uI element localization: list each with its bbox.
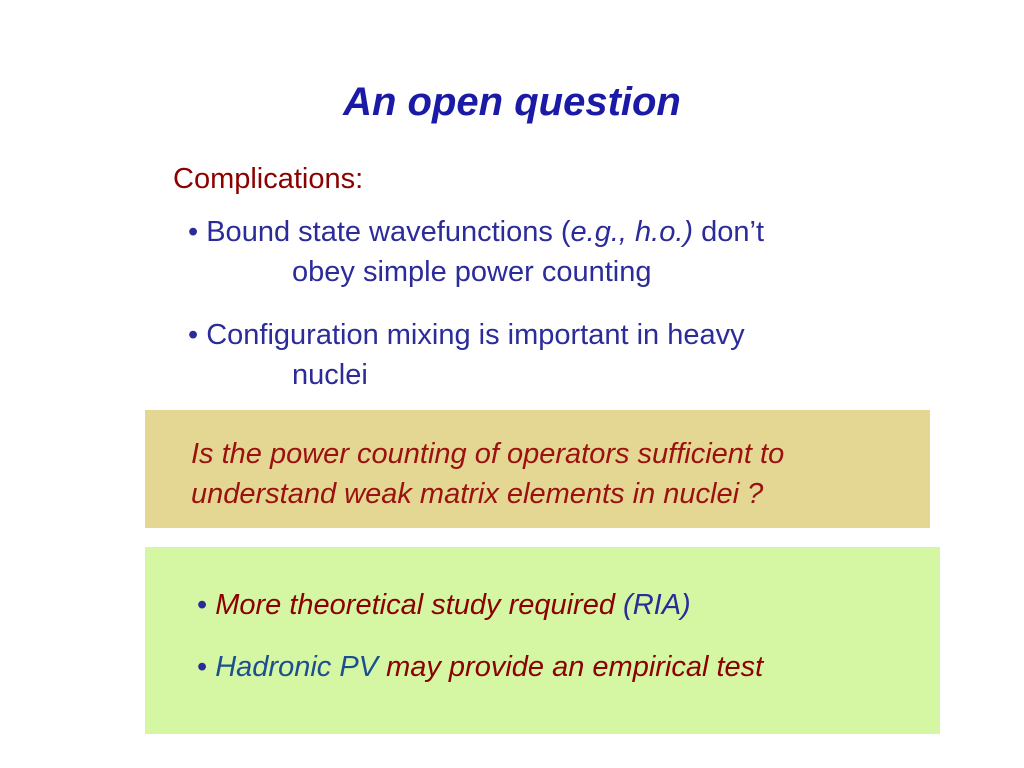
question-text: Is the power counting of operators sufficient to understand weak matrix elements in nuclei ? [191, 438, 785, 510]
bullet-text: Bound state wavefunctions ( [206, 216, 571, 248]
bullet-marker: • [197, 651, 208, 683]
bullet-marker: • [188, 216, 199, 248]
note-theoretical-study [197, 589, 691, 622]
bullet-italic-example: e.g., h.o.) [570, 216, 694, 248]
bullet-configuration-mixing [188, 315, 888, 395]
bullet-text: Configuration mixing is important in heavy [206, 319, 745, 351]
note-highlight: Hadronic PV [215, 651, 379, 683]
bullet-continuation: obey simple power counting [292, 256, 652, 288]
note-text: may provide an empirical test [378, 651, 764, 683]
bullet-bound-state [188, 212, 888, 292]
notes-box [145, 547, 940, 734]
complications-heading: Complications: [173, 163, 364, 195]
note-highlight: (RIA) [623, 589, 691, 621]
question-box [145, 410, 930, 528]
slide-title: An open question [343, 80, 681, 124]
bullet-marker: • [188, 319, 199, 351]
bullet-text-after: don’t [693, 216, 765, 248]
bullet-continuation: nuclei [292, 359, 368, 391]
bullet-marker: • [197, 589, 208, 621]
note-text: More theoretical study required [215, 589, 624, 621]
note-hadronic-pv [197, 651, 763, 684]
